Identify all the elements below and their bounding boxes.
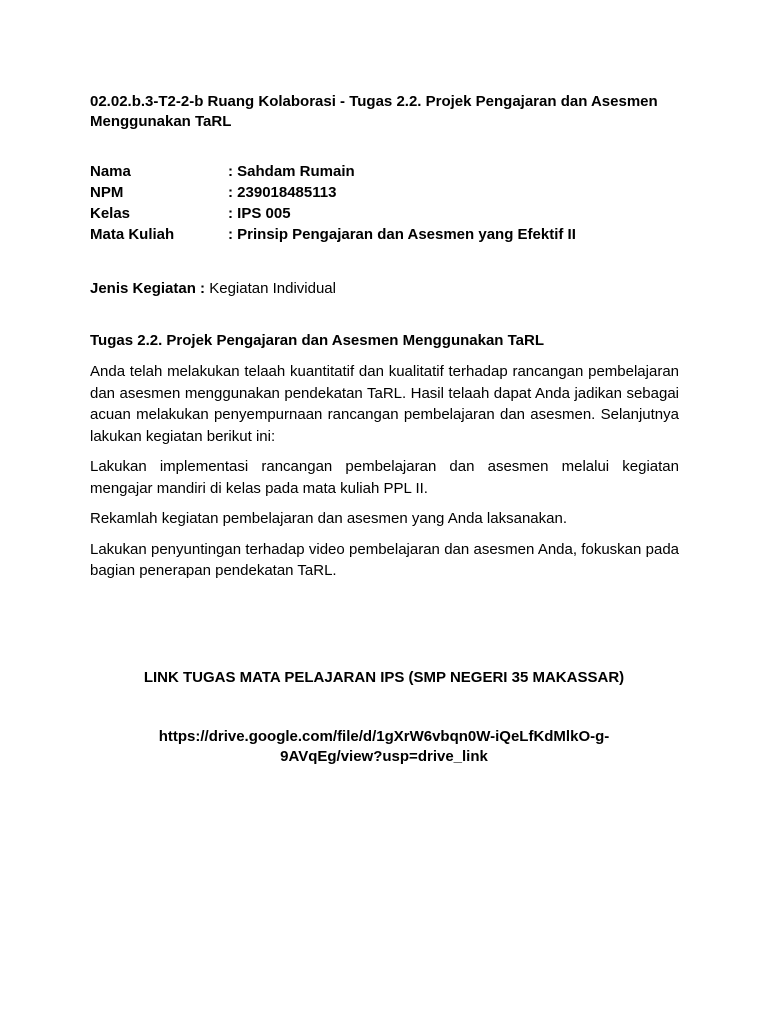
assignment-link[interactable]	[134, 727, 634, 767]
student-info	[90, 162, 679, 246]
info-label: NPM	[90, 184, 124, 201]
info-label: Kelas	[90, 205, 131, 222]
info-value: : Prinsip Pengajaran dan Asesmen yang Efektif II	[228, 226, 576, 243]
activity-value: Kegiatan Individual	[209, 280, 336, 297]
activity-label: Jenis Kegiatan :	[90, 280, 206, 297]
info-row-course	[90, 225, 679, 246]
info-row-npm	[90, 183, 679, 204]
info-row-class	[90, 204, 679, 225]
task-heading: Tugas 2.2. Projek Pengajaran dan Asesmen Menggunakan TaRL	[90, 332, 545, 349]
drive-link-line-2[interactable]: 9AVqEg/view?usp=drive_link	[280, 748, 488, 765]
paragraph: Lakukan implementasi rancangan pembelajaran dan asesmen melalui kegiatan mengajar mandiri di kelas pada mata kuliah PPL II.	[90, 458, 679, 497]
drive-link-line-1[interactable]: https://drive.google.com/file/d/1gXrW6vbqn0W-iQeLfKdMlkO-g-	[158, 728, 610, 745]
info-value: : IPS 005	[228, 205, 291, 222]
paragraph: Lakukan penyuntingan terhadap video pembelajaran dan asesmen Anda, fokuskan pada bagian penerapan pendekatan TaRL.	[90, 540, 679, 579]
paragraph: Anda telah melakukan telaah kuantitatif dan kualitatif terhadap rancangan pembelajaran dan asesmen menggunakan pendekatan TaRL. Hasil telaah dapat Anda jadikan sebagai acuan melakukan penyempurnaan rancangan pembelajaran dan asesmen. Selanjutnya lakukan kegiatan berikut ini:	[90, 363, 679, 445]
document-title: 02.02.b.3-T2-2-b Ruang Kolaborasi - Tugas 2.2. Projek Pengajaran dan Asesmen Menggunakan TaRL	[90, 93, 658, 130]
info-row-name	[90, 162, 679, 183]
info-value: : 239018485113	[228, 184, 337, 201]
info-label: Mata Kuliah	[90, 226, 175, 243]
link-heading: LINK TUGAS MATA PELAJARAN IPS (SMP NEGERI 35 MAKASSAR)	[143, 669, 625, 686]
paragraph: Rekamlah kegiatan pembelajaran dan asesmen yang Anda laksanakan.	[90, 510, 567, 527]
document-body	[90, 92, 679, 582]
activity-type	[90, 278, 679, 299]
info-value: : Sahdam Rumain	[228, 163, 355, 180]
info-label: Nama	[90, 163, 131, 180]
